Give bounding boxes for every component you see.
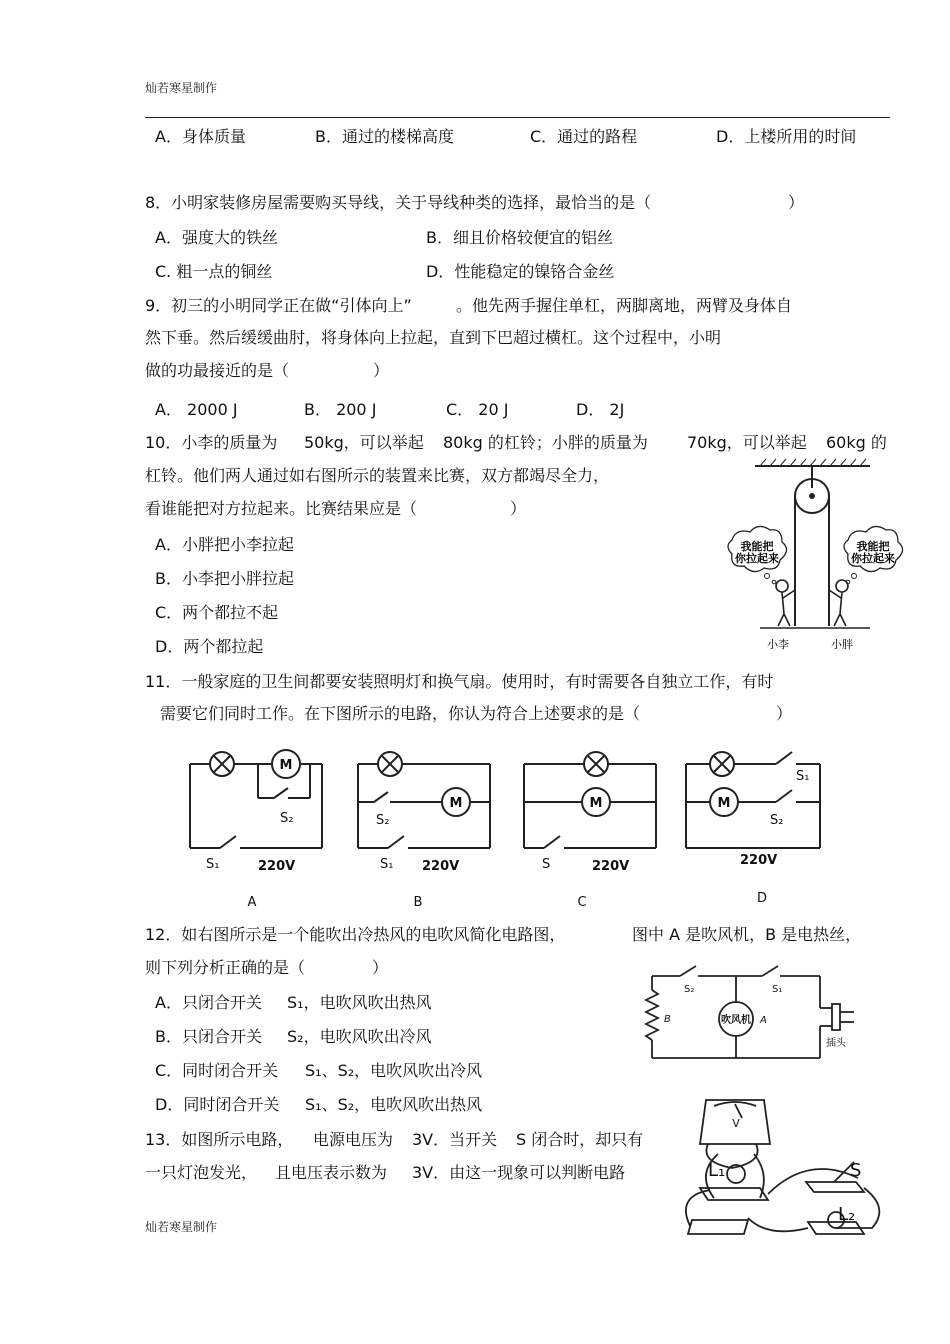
circuit-a-voltage: 220V: [258, 859, 296, 874]
dryer-s1: S₁: [772, 984, 783, 995]
page-footer: 灿若寒星制作: [145, 1220, 218, 1234]
q11-line-1: 11．一般家庭的卫生间都要安装照明灯和换气扇。使用时，有时需要各自独立工作，有时: [145, 672, 774, 691]
right-bubble-line-1: 我能把: [856, 540, 890, 553]
q13-line-2b: 且电压表示数为: [275, 1163, 388, 1182]
circuit-a-s2: S₂: [280, 811, 294, 826]
name-xiaopang: 小胖: [831, 638, 853, 651]
q9-line-1: 9．初三的小明同学正在做“引体向上”: [145, 296, 412, 315]
circuit-a-motor: M: [279, 758, 293, 773]
circuit-b-label: B: [413, 895, 423, 910]
q8-option-b: B．细且价格较便宜的铝丝: [426, 228, 613, 247]
left-bubble-line-1: 我能把: [740, 540, 774, 553]
q11-line-2: 需要它们同时工作。在下图所示的电路，你认为符合上述要求的是（: [160, 704, 641, 723]
hair-dryer-circuit-figure: [640, 962, 870, 1070]
q12-line-2: 则下列分析正确的是（: [145, 958, 306, 977]
circuit-c-motor: M: [589, 796, 603, 811]
q12-option-b-lead: B．只闭合开关: [155, 1027, 262, 1046]
q8-option-d: D．性能稳定的镍铬合金丝: [426, 262, 615, 281]
q10-option-c: C．两个都拉不起: [155, 603, 279, 622]
q13-line-1a: 13．如图所示电路，: [145, 1130, 294, 1149]
q9-option-d: D． 2J: [576, 400, 625, 419]
dryer-fan: 吹风机: [721, 1015, 751, 1026]
circuit-d-s2: S₂: [770, 813, 784, 828]
q12-option-c-lead: C．同时闭合开关: [155, 1061, 279, 1080]
left-bubble-line-2: 你拉起来: [735, 552, 779, 565]
dryer-plug: 插头: [826, 1038, 846, 1049]
q12-option-a-tail: S₁，电吹风吹出热风: [287, 993, 432, 1012]
circuit-d-s1: S₁: [796, 769, 810, 784]
bulb-l2: L₂: [838, 1204, 856, 1225]
pulley-contest-figure: [720, 458, 910, 656]
q8-option-a: A．强度大的铁丝: [155, 228, 278, 247]
name-xiaoli: 小李: [767, 638, 789, 651]
q11-circuits-figure: [180, 740, 840, 912]
q8-stem: 8．小明家装修房屋需要购买导线，关于导线种类的选择，最恰当的是（: [145, 193, 652, 212]
circuit-c-label: C: [577, 895, 587, 910]
q13-line-2c: 3V．由这一现象可以判断电路: [412, 1163, 626, 1182]
q12-line-1b: 图中 A 是吹风机，B 是电热丝，: [632, 925, 862, 944]
circuit-b-voltage: 220V: [422, 859, 460, 874]
circuit-d-voltage: 220V: [740, 853, 778, 868]
q7-option-b: B．通过的楼梯高度: [315, 127, 454, 146]
q10-option-a: A．小胖把小李拉起: [155, 535, 294, 554]
circuit-b-s1: S₁: [380, 857, 394, 872]
circuit-c-voltage: 220V: [592, 859, 630, 874]
q8-close-paren: ）: [788, 193, 805, 212]
switch-s: S: [850, 1160, 862, 1181]
q13-circuit-figure: [678, 1092, 888, 1244]
q9-option-c: C． 20 J: [446, 400, 509, 419]
q10-line-2: 杠铃。他们两人通过如右图所示的装置来比赛，双方都竭尽全力，: [145, 466, 610, 485]
q10-option-b: B．小李把小胖拉起: [155, 569, 294, 588]
page-header: 灿若寒星制作: [145, 81, 218, 95]
circuit-d: [686, 752, 820, 848]
q12-option-d-lead: D．同时闭合开关: [155, 1095, 280, 1114]
q12-option-c-tail: S₁、S₂，电吹风吹出冷风: [305, 1061, 483, 1080]
q12-option-b-tail: S₂，电吹风吹出冷风: [287, 1027, 432, 1046]
circuit-a: [190, 750, 322, 848]
circuit-a-s1: S₁: [206, 857, 220, 872]
q11-close-paren: ）: [776, 704, 793, 723]
q9-option-b: B． 200 J: [304, 400, 377, 419]
circuit-a-label: A: [247, 895, 257, 910]
voltmeter-v: V: [732, 1117, 740, 1130]
right-bubble-line-2: 你拉起来: [851, 552, 895, 565]
q7-option-a: A．身体质量: [155, 127, 246, 146]
q13-line-1b: 电源电压为: [313, 1130, 394, 1149]
circuit-d-motor: M: [717, 796, 731, 811]
q9-line-2: 然下垂。然后缓缓曲肘，将身体向上拉起，直到下巴超过横杠。这个过程中，小明: [145, 328, 722, 347]
q8-option-c: C. 粗一点的铜丝: [155, 262, 273, 281]
dryer-b: B: [664, 1014, 671, 1025]
q10-line-1b: 50kg，可以举起: [304, 433, 424, 452]
dryer-a: A: [760, 1015, 767, 1026]
q13-line-1c: 3V．当开关: [412, 1130, 498, 1149]
q10-line-1a: 10．小李的质量为: [145, 433, 278, 452]
q12-close-paren: ）: [372, 958, 389, 977]
q10-line-1d: 70kg，可以举起: [687, 433, 807, 452]
q7-option-c: C．通过的路程: [530, 127, 638, 146]
circuit-c-s: S: [542, 857, 551, 872]
q10-line-3: 看谁能把对方拉起来。比赛结果应是（: [145, 499, 418, 518]
q9-option-a: A． 2000 J: [155, 400, 238, 419]
q9-line-3: 做的功最接近的是（: [145, 361, 290, 380]
circuit-d-label: D: [756, 891, 768, 906]
circuit-b: [358, 752, 490, 848]
q12-option-d-tail: S₁、S₂，电吹风吹出热风: [305, 1095, 483, 1114]
q10-line-1c: 80kg 的杠铃；小胖的质量为: [443, 433, 648, 452]
q13-line-1d: S 闭合时，却只有: [516, 1130, 644, 1149]
circuit-b-s2: S₂: [376, 813, 390, 828]
dryer-s2: S₂: [684, 984, 695, 995]
bulb-l1: L₁: [708, 1160, 726, 1181]
q10-close-paren: ）: [510, 499, 527, 518]
q9-close-paren: ）: [373, 361, 390, 380]
circuit-b-motor: M: [449, 796, 463, 811]
q9-line-1b: 。他先两手握住单杠，两脚离地，两臂及身体自: [456, 296, 793, 315]
q10-option-d: D．两个都拉起: [155, 637, 264, 656]
q12-line-1a: 12．如右图所示是一个能吹出冷热风的电吹风简化电路图，: [145, 925, 566, 944]
q12-option-a-lead: A．只闭合开关: [155, 993, 262, 1012]
q10-line-1e: 60kg 的: [826, 433, 887, 452]
q7-option-d: D．上楼所用的时间: [716, 127, 857, 146]
q13-line-2a: 一只灯泡发光，: [145, 1163, 258, 1182]
header-rule: [145, 117, 890, 118]
